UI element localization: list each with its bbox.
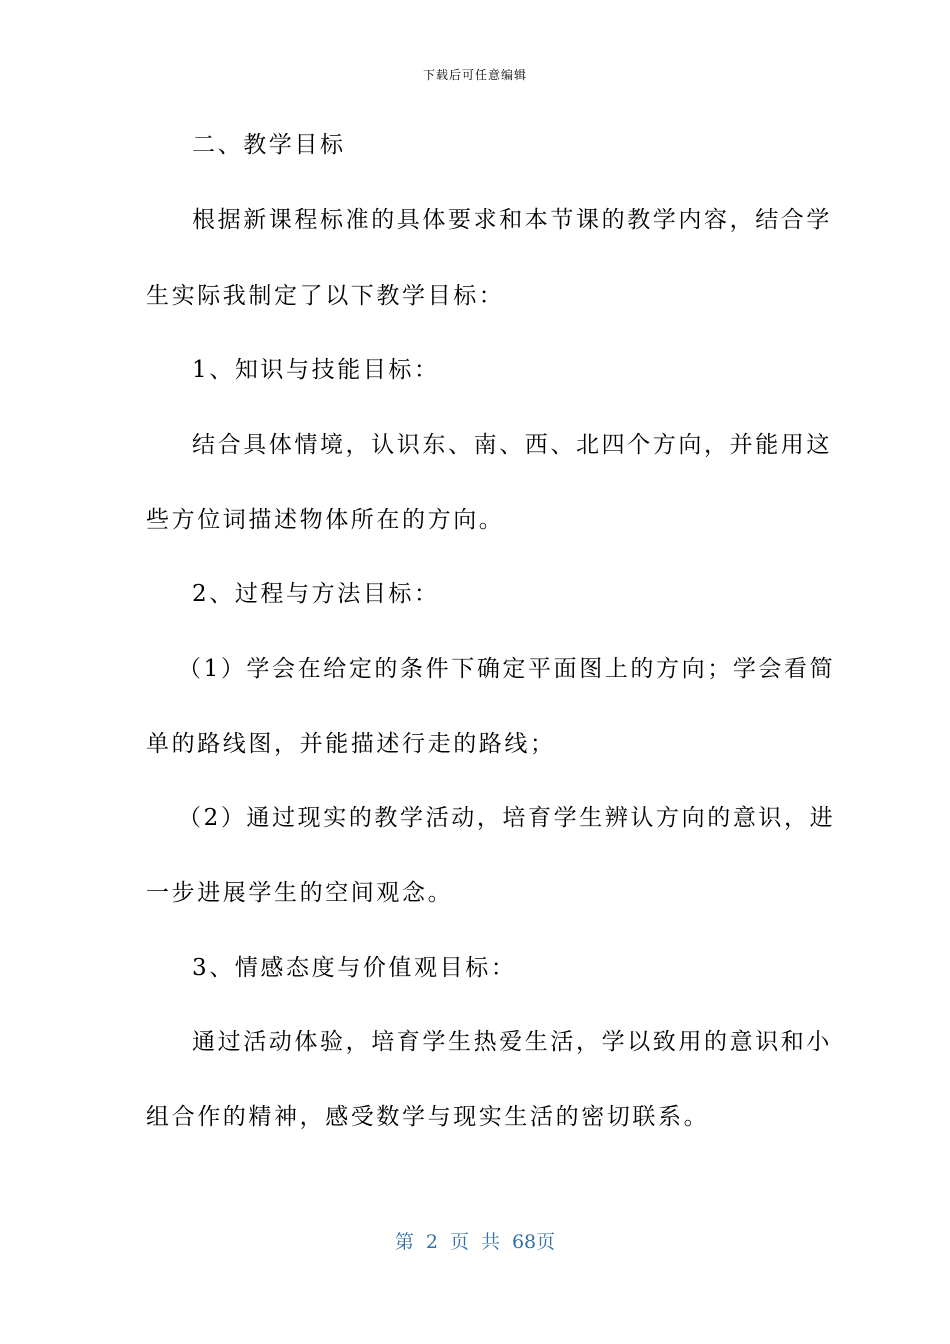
footer-total-pages: 68页 <box>511 1231 556 1253</box>
paragraph-line: 一步进展学生的空间观念。 <box>146 880 454 906</box>
paragraph-line: 组合作的精神，感受数学与现实生活的密切联系。 <box>146 1104 710 1130</box>
paragraph-line: 根据新课程标准的具体要求和本节课的教学内容，结合学 <box>192 207 832 233</box>
footer-page-label: 页 <box>449 1231 469 1253</box>
paragraph-line: 结合具体情境，认识东、南、西、北四个方向，并能用这 <box>192 432 832 458</box>
footer-total-label: 共 <box>480 1231 500 1253</box>
subheading: 2、过程与方法目标： <box>192 581 440 607</box>
header-note: 下载后可任意编辑 <box>422 68 527 82</box>
paragraph-line: （1）学会在给定的条件下确定平面图上的方向；学会看简 <box>178 656 836 682</box>
paragraph-line: 通过活动体验，培育学生热爱生活，学以致用的意识和小 <box>192 1029 832 1055</box>
section-heading: 二、教学目标 <box>192 132 346 158</box>
subheading: 3、情感态度与价值观目标： <box>192 955 517 981</box>
page-footer <box>0 1227 950 1254</box>
paragraph-line: 单的路线图，并能描述行走的路线； <box>146 731 556 757</box>
paragraph-line: 生实际我制定了以下教学目标： <box>146 283 505 309</box>
footer-current-page: 2 <box>425 1231 438 1253</box>
paragraph-line: 些方位词描述物体所在的方向。 <box>146 507 505 533</box>
subheading: 1、知识与技能目标： <box>192 357 440 383</box>
footer-prefix: 第 <box>394 1231 414 1253</box>
paragraph-line: （2）通过现实的教学活动，培育学生辨认方向的意识，进 <box>178 805 836 831</box>
